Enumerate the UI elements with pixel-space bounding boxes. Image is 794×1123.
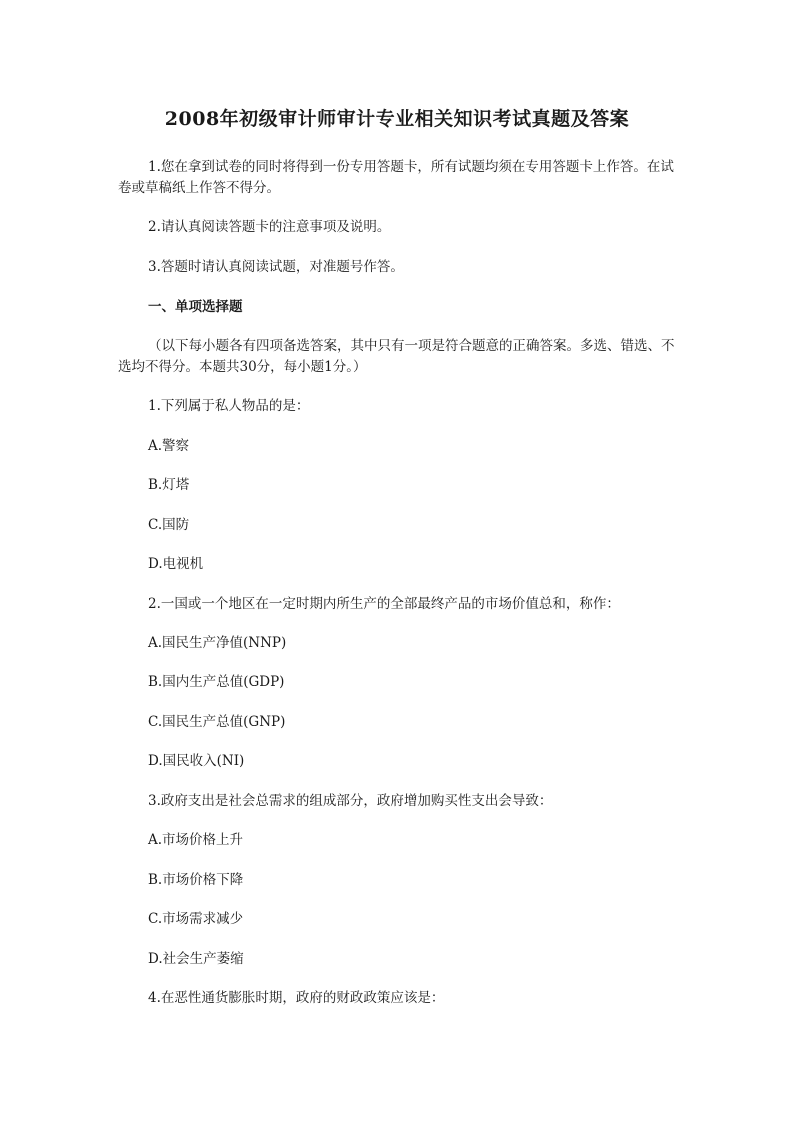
question-2-option-d: D.国民收入(NI)	[148, 753, 245, 769]
question-2-stem: 2.一国或一个地区在一定时期内所生产的全部最终产品的市场价值总和，称作：	[148, 596, 620, 612]
document-title: 2008年初级审计师审计专业相关知识考试真题及答案	[164, 108, 630, 130]
question-1-stem: 1.下列属于私人物品的是：	[148, 398, 310, 414]
question-4-stem: 4.在恶性通货膨胀时期，政府的财政政策应该是：	[148, 990, 445, 1006]
question-3-option-c: C.市场需求减少	[148, 911, 244, 927]
question-3-option-b: B.市场价格下降	[148, 872, 244, 888]
question-2-option-c: C.国民生产总值(GNP)	[148, 714, 286, 730]
question-3-option-a: A.市场价格上升	[148, 832, 244, 848]
question-3-stem: 3.政府支出是社会总需求的组成部分，政府增加购买性支出会导致：	[148, 793, 553, 809]
question-2-option-b: B.国内生产总值(GDP)	[148, 674, 285, 690]
instruction-2: 2.请认真阅读答题卡的注意事项及说明。	[148, 219, 391, 235]
question-1-option-a: A.警察	[148, 438, 190, 454]
section-description: （以下每小题各有四项备选答案，其中只有一项是符合题意的正确答案。多选、错选、不选均不得分。本题共30分，每小题1分。）	[118, 338, 675, 375]
question-1-option-b: B.灯塔	[148, 477, 190, 493]
question-1-option-c: C.国防	[148, 517, 190, 533]
question-2-option-a: A.国民生产净值(NNP)	[148, 635, 287, 651]
instruction-1: 1.您在拿到试卷的同时将得到一份专用答题卡，所有试题均须在专用答题卡上作答。在试卷或草稿纸上作答不得分。	[118, 159, 674, 196]
question-1-option-d: D.电视机	[148, 556, 204, 572]
instruction-3: 3.答题时请认真阅读试题，对准题号作答。	[148, 259, 404, 275]
section-heading: 一、单项选择题	[148, 299, 243, 315]
question-3-option-d: D.社会生产萎缩	[148, 951, 244, 967]
